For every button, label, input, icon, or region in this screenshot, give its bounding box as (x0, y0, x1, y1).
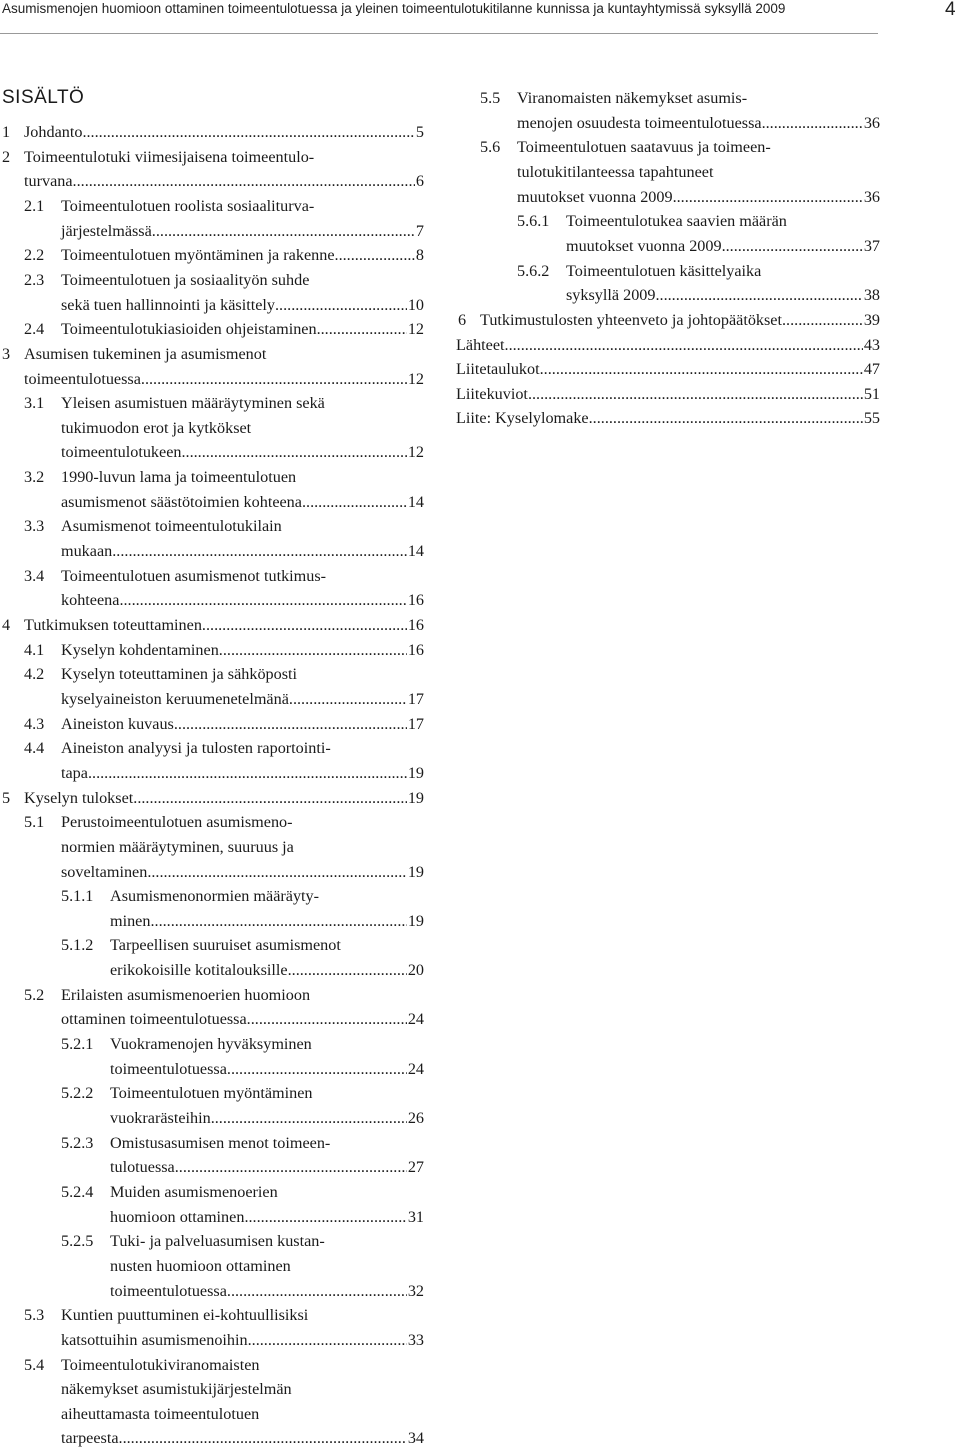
toc-entry-link[interactable] (24, 613, 424, 637)
toc-entry-link[interactable] (61, 860, 424, 884)
toc-entry-number: 5.1 (24, 813, 45, 832)
toc-entry-title-line[interactable]: Tarpeellisen suuruiset asumismenot (110, 936, 341, 955)
toc-entry-page: 16 (407, 616, 424, 634)
toc-entry-link[interactable] (61, 712, 424, 736)
toc-entry-number: 4 (2, 616, 11, 634)
toc-entry-title: katsottuihin asumismenoihin (61, 1330, 248, 1349)
dot-leader (82, 120, 414, 144)
toc-entry-number: 3.3 (24, 517, 45, 536)
toc-entry-title: Liite: Kyselylomake (456, 409, 589, 428)
toc-entry-link[interactable] (61, 588, 424, 612)
toc-entry-number: 5.6.2 (517, 261, 550, 280)
toc-entry-title-line[interactable]: Viranomaisten näkemykset asumis- (517, 89, 748, 107)
toc-entry-page: 55 (863, 409, 880, 428)
toc-entry-title: Toimeentulotukiasioiden ohjeistaminen (61, 320, 317, 339)
dot-leader (244, 1205, 406, 1229)
toc-entry-title: Johdanto (24, 123, 83, 141)
toc-entry-link[interactable] (566, 283, 880, 307)
toc-entry-page: 5 (415, 123, 424, 141)
toc-entry-link[interactable] (110, 1205, 424, 1229)
toc-entry-title-line[interactable]: Toimeentulotuen saatavuus ja toimeen- (517, 138, 771, 157)
toc-entry-title-line[interactable]: Omistusasumisen menot toimeen- (110, 1133, 331, 1152)
toc-entry-title-line[interactable]: Asumismenot toimeentulotukilain (61, 517, 282, 536)
toc-entry-title-line[interactable]: Erilaisten asumismenoerien huomioon (61, 985, 311, 1004)
toc-entry-title: huomioon ottaminen (110, 1207, 245, 1226)
toc-entry-title: Aineiston kuvaus (61, 714, 174, 733)
toc-entry-number: 2 (2, 147, 11, 166)
toc-entry-title: turvana (24, 172, 73, 191)
dot-leader (335, 243, 415, 267)
dot-leader (112, 539, 407, 563)
dot-leader (175, 1155, 407, 1179)
toc-entry-link[interactable] (480, 308, 880, 332)
toc-entry-title: tarpeesta (61, 1429, 119, 1448)
toc-entry-link[interactable] (24, 169, 424, 193)
toc-entry-page: 27 (407, 1158, 424, 1177)
toc-entry-page: 38 (863, 286, 880, 305)
toc-entry-page: 37 (863, 236, 880, 255)
toc-entry-title: asumismenot säästötoimien kohteena (61, 492, 302, 511)
toc-entry-title-line[interactable]: Toimeentulotuki viimesijaisena toimeentulo- (24, 147, 315, 166)
toc-entry-link[interactable] (110, 1106, 424, 1130)
dot-leader (289, 687, 407, 711)
toc-entry-page: 32 (407, 1281, 424, 1300)
toc-entry-title: Tutkimustulosten yhteenveto ja johtopäätökset (480, 310, 782, 329)
toc-entry-title-line[interactable]: Vuokramenojen hyväksyminen (110, 1035, 312, 1054)
toc-entry-title: syksyllä 2009 (566, 286, 656, 305)
dot-leader (762, 111, 863, 135)
toc-entry-title-line[interactable]: Toimeentulotuen roolista sosiaaliturva- (61, 196, 315, 215)
dot-leader (227, 1057, 407, 1081)
toc-entry-page: 36 (863, 187, 880, 206)
toc-entry-title: tapa (61, 763, 88, 782)
toc-entry-number: 5.3 (24, 1306, 45, 1325)
toc-entry-number: 3 (2, 344, 11, 363)
toc-entry-page: 19 (407, 862, 424, 881)
toc-entry-page: 33 (407, 1330, 424, 1349)
toc-entry-title: erikokoisille kotitalouksille (110, 961, 288, 980)
toc-entry-title-line[interactable]: Aineiston analyysi ja tulosten raportointi- (61, 739, 331, 758)
toc-entry-link[interactable] (24, 367, 424, 391)
toc-entry-link[interactable] (456, 406, 880, 430)
toc-entry-title: Kyselyn kohdentaminen (61, 640, 219, 659)
toc-entry-link[interactable] (566, 234, 880, 258)
toc-entry-title-line[interactable]: Asumisen tukeminen ja asumismenot (24, 344, 267, 363)
dot-leader (211, 1106, 407, 1130)
toc-entry-link[interactable] (110, 1057, 424, 1081)
toc-entry-number: 5.6 (480, 138, 501, 157)
toc-entry-link[interactable] (517, 111, 880, 135)
dot-leader (147, 860, 407, 884)
toc-entry-title: sekä tuen hallinnointi ja käsittely (61, 295, 275, 314)
toc-entry-title: soveltaminen (61, 862, 148, 881)
toc-entry-number: 5.2.5 (61, 1232, 94, 1251)
toc-entry-link[interactable] (61, 490, 424, 514)
toc-entry-title-line[interactable]: Asumismenonormien määräyty- (110, 887, 320, 906)
toc-entry-title-line[interactable]: Toimeentulotuen käsittelyaika (566, 261, 762, 280)
toc-entry-page: 12 (407, 443, 424, 462)
toc-entry-page: 6 (415, 172, 424, 191)
toc-entry-link[interactable] (24, 120, 424, 144)
running-header-title: Asumismenojen huomioon ottaminen toimeentulotuessa ja yleinen toimeentulotukitilanne kunnissa ja kuntayhtymissä syksyllä 2009 (2, 1, 786, 16)
toc-entry-title-line[interactable]: Toimeentulotukiviranomaisten (61, 1355, 260, 1374)
dot-leader (248, 1328, 407, 1352)
toc-entry-number: 2.4 (24, 320, 45, 339)
toc-entry-title-line[interactable]: Kyselyn toteuttaminen ja sähköposti (61, 665, 298, 684)
dot-leader (150, 909, 406, 933)
toc-entry-number: 4.1 (24, 640, 45, 659)
toc-entry-link[interactable] (61, 539, 424, 563)
toc-entry-page: 19 (407, 911, 424, 930)
header-rule (0, 33, 878, 34)
toc-entry-page: 51 (863, 384, 880, 403)
toc-entry-number: 5.6.1 (517, 212, 550, 231)
toc-entry-title: kyselyaineiston keruumenetelmänä (61, 689, 289, 708)
toc-entry-link[interactable] (61, 761, 424, 785)
toc-entry-link[interactable] (61, 293, 424, 317)
dot-leader (141, 367, 407, 391)
dot-leader (589, 406, 863, 430)
dot-leader (288, 958, 407, 982)
toc-entry-number: 5.2.2 (61, 1084, 94, 1103)
toc-entry-number: 5.4 (24, 1355, 45, 1374)
toc-entry-title-line[interactable]: Yleisen asumistuen määräytyminen sekä (61, 394, 325, 413)
dot-leader (119, 588, 406, 612)
toc-entry-page: 47 (863, 360, 880, 379)
dot-leader (722, 234, 863, 258)
dot-leader (655, 283, 862, 307)
toc-entry-page: 34 (407, 1429, 424, 1448)
toc-entry-link[interactable] (61, 219, 424, 243)
toc-entry-title: kohteena (61, 591, 120, 610)
toc-entry-link[interactable] (110, 1155, 424, 1179)
toc-entry-title-line[interactable]: normien määräytyminen, suuruus ja (61, 837, 294, 856)
dot-leader (317, 317, 407, 341)
toc-entry-number: 5 (2, 788, 11, 807)
toc-entry-title: järjestelmässä (61, 221, 152, 240)
toc-entry-title: toimeentulotuessa (110, 1281, 227, 1300)
toc-entry-link[interactable] (24, 786, 424, 810)
toc-entry-title-line[interactable]: Toimeentulotukea saavien määrän (566, 212, 787, 231)
toc-entry-link[interactable] (110, 1279, 424, 1303)
dot-leader (540, 357, 863, 381)
toc-entry-page: 17 (407, 714, 424, 733)
toc-entry-page: 19 (407, 763, 424, 782)
toc-entry-title-line[interactable]: tulotukitilanteessa tapahtuneet (517, 162, 714, 181)
dot-leader (219, 638, 407, 662)
toc-entry-number: 5.2.4 (61, 1182, 94, 1201)
toc-entry-title: muutokset vuonna 2009 (517, 187, 673, 206)
toc-entry-number: 5.1.2 (61, 936, 94, 955)
toc-entry-page: 31 (407, 1207, 424, 1226)
toc-entry-number: 2.3 (24, 270, 45, 289)
toc-entry-title: Tutkimuksen toteuttaminen (24, 616, 202, 634)
toc-entry-link[interactable] (61, 243, 424, 267)
toc-entry-title: Liitekuviot (456, 384, 528, 403)
toc-entry-number: 4.4 (24, 739, 45, 758)
toc-entry-title: minen (110, 911, 151, 930)
toc-entry-link[interactable] (61, 1426, 424, 1450)
dot-leader (302, 490, 407, 514)
toc-entry-link[interactable] (61, 1007, 424, 1031)
dot-leader (73, 169, 415, 193)
toc-entry-link[interactable] (456, 333, 880, 357)
toc-entry-page: 7 (415, 221, 424, 240)
toc-entry-link[interactable] (110, 958, 424, 982)
dot-leader (247, 1007, 407, 1031)
toc-entry-page: 16 (407, 640, 424, 659)
dot-leader (673, 185, 863, 209)
toc-entry-title-line[interactable]: näkemykset asumistukijärjestelmän (61, 1380, 292, 1399)
toc-entry-number: 5.5 (480, 89, 501, 107)
toc-entry-page: 16 (407, 591, 424, 610)
dot-leader (133, 786, 407, 810)
dot-leader (782, 308, 863, 332)
toc-entry-link[interactable] (61, 440, 424, 464)
dot-leader (174, 712, 407, 736)
toc-entry-link[interactable] (456, 382, 880, 406)
toc-entry-page: 14 (407, 542, 424, 561)
toc-entry-link[interactable] (61, 638, 424, 662)
dot-leader (275, 293, 407, 317)
dot-leader (202, 613, 407, 637)
toc-entry-page: 26 (407, 1109, 424, 1127)
dot-leader (181, 440, 406, 464)
toc-entry-number: 6 (458, 310, 467, 329)
toc-entry-number: 5.1.1 (61, 887, 94, 906)
toc-entry-page: 36 (863, 113, 880, 132)
page-number: 4 (945, 0, 956, 20)
dot-leader (119, 1426, 407, 1450)
toc-entry-title: menojen osuudesta toimeentulotuessa (517, 113, 762, 132)
toc-entry-title-line[interactable]: Toimeentulotuen ja sosiaalityön suhde (61, 270, 310, 289)
toc-entry-title: tulotuessa (110, 1158, 175, 1177)
toc-entry-title: vuokrarästeihin (110, 1109, 211, 1127)
toc-entry-title: ottaminen toimeentulotuessa (61, 1010, 247, 1029)
toc-entry-title: Kyselyn tulokset (24, 788, 134, 807)
toc-entry-page: 10 (407, 295, 424, 314)
toc-entry-page: 39 (863, 310, 880, 329)
toc-entry-number: 5.2.1 (61, 1035, 94, 1054)
toc-entry-title: mukaan (61, 542, 113, 561)
toc-entry-page: 19 (407, 788, 424, 807)
toc-entry-title: toimeentulotuessa (24, 369, 141, 388)
toc-entry-link[interactable] (110, 909, 424, 933)
toc-entry-link[interactable] (61, 687, 424, 711)
dot-leader (152, 219, 415, 243)
toc-entry-page: 14 (407, 492, 424, 511)
toc-entry-title: Toimeentulotuen myöntäminen ja rakenne (61, 246, 335, 265)
toc-entry-number: 4.3 (24, 714, 45, 733)
toc-entry-number: 5.2 (24, 985, 45, 1004)
toc-entry-page: 20 (407, 961, 424, 980)
toc-heading: SISÄLTÖ (2, 87, 85, 108)
toc-entry-title-line[interactable]: tukimuodon erot ja kytkökset (61, 418, 252, 437)
toc-entry-page: 12 (407, 369, 424, 388)
toc-entry-number: 3.4 (24, 566, 45, 585)
toc-entry-title-line[interactable]: Toimeentulotuen myöntäminen (110, 1084, 313, 1103)
toc-entry-link[interactable] (456, 357, 880, 381)
dot-leader (505, 333, 863, 357)
toc-entry-number: 4.2 (24, 665, 45, 684)
toc-entry-title: Lähteet (456, 335, 505, 354)
toc-entry-title-line[interactable]: Kuntien puuttuminen ei-kohtuullisiksi (61, 1306, 309, 1325)
toc-entry-number: 1 (2, 123, 11, 141)
toc-entry-page: 24 (407, 1010, 424, 1029)
toc-entry-link[interactable] (61, 317, 424, 341)
toc-entry-number: 5.2.3 (61, 1133, 94, 1152)
toc-entry-page: 43 (863, 335, 880, 354)
toc-entry-title-line[interactable]: Muiden asumismenoerien (110, 1182, 278, 1201)
toc-entry-page: 12 (407, 320, 424, 339)
toc-entry-title: toimeentulotuessa (110, 1059, 227, 1078)
toc-entry-title-line[interactable]: aiheuttamasta toimeentulotuen (61, 1404, 260, 1423)
dot-leader (528, 382, 863, 406)
toc-entry-number: 3.2 (24, 468, 45, 487)
toc-entry-title: muutokset vuonna 2009 (566, 236, 722, 255)
running-header (0, 0, 878, 32)
toc-entry-page: 24 (407, 1059, 424, 1078)
toc-entry-title-line[interactable]: Tuki- ja palveluasumisen kustan- (110, 1232, 325, 1251)
toc-entry-link[interactable] (61, 1328, 424, 1352)
toc-entry-title-line[interactable]: Perustoimeentulotuen asumismeno- (61, 813, 293, 832)
toc-entry-page: 8 (415, 246, 424, 265)
dot-leader (227, 1279, 407, 1303)
toc-entry-number: 2.2 (24, 246, 45, 265)
toc-entry-title: Liitetaulukot (456, 360, 540, 379)
toc-entry-title-line[interactable]: 1990-luvun lama ja toimeentulotuen (61, 468, 297, 487)
toc-entry-link[interactable] (517, 185, 880, 209)
toc-entry-title-line[interactable]: nusten huomioon ottaminen (110, 1256, 291, 1275)
toc-entry-page: 17 (407, 689, 424, 708)
toc-entry-number: 2.1 (24, 196, 45, 215)
toc-entry-title: toimeentulotukeen (61, 443, 182, 462)
toc-entry-title-line[interactable]: Toimeentulotuen asumismenot tutkimus- (61, 566, 327, 585)
dot-leader (88, 761, 407, 785)
toc-entry-number: 3.1 (24, 394, 45, 413)
